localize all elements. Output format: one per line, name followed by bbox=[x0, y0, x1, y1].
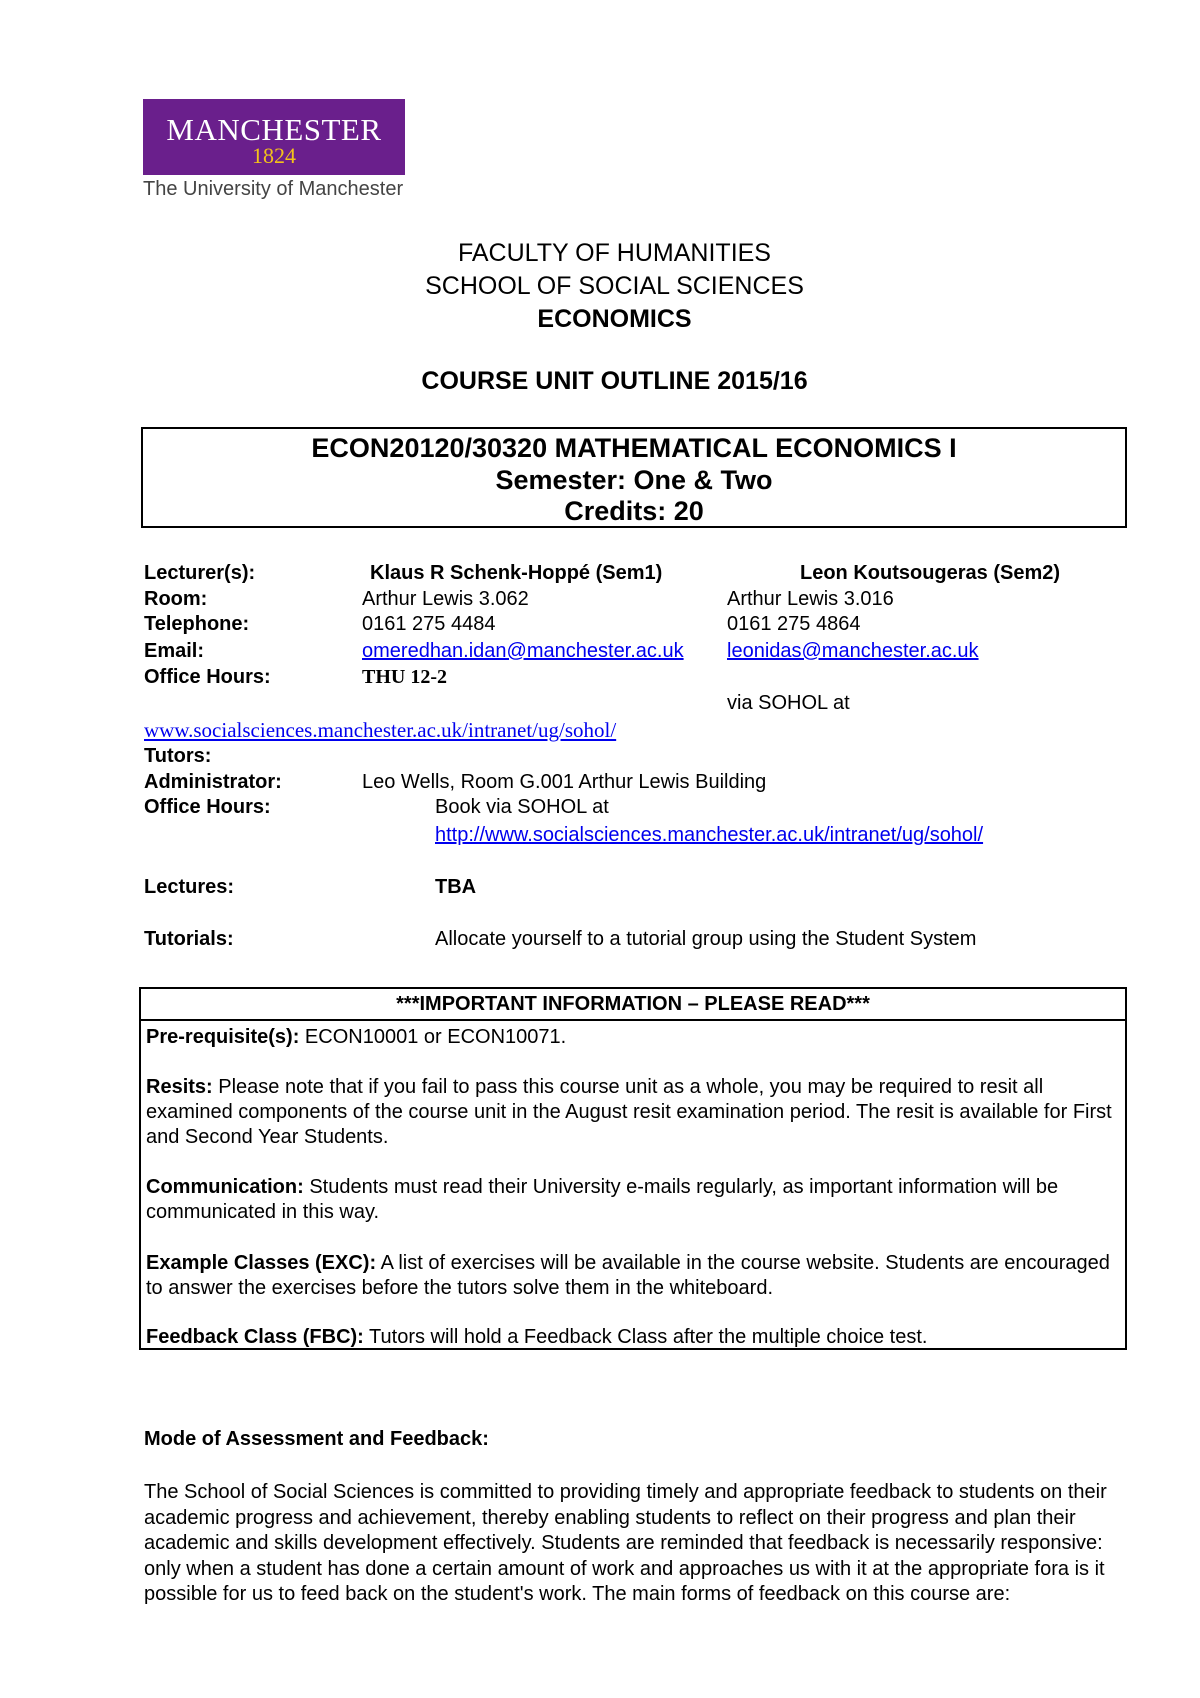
administrator-label: Administrator: bbox=[144, 771, 282, 793]
phone-2: 0161 275 4864 bbox=[727, 613, 861, 635]
email-link-1[interactable]: omeredhan.idan@manchester.ac.uk bbox=[362, 640, 684, 662]
prereq-paragraph bbox=[146, 1025, 1121, 1050]
administrator-value: Leo Wells, Room G.001 Arthur Lewis Building bbox=[362, 771, 767, 793]
admin-office-hours-value: Book via SOHOL at bbox=[435, 796, 609, 818]
telephone-label: Telephone: bbox=[144, 613, 250, 635]
lectures-value: TBA bbox=[435, 876, 477, 898]
lecturer-2: Leon Koutsougeras (Sem2) bbox=[800, 562, 1061, 584]
important-heading: ***IMPORTANT INFORMATION – PLEASE READ*** bbox=[141, 989, 1125, 1021]
example-classes-paragraph bbox=[146, 1251, 1121, 1301]
prereq-label: Pre-requisite(s): bbox=[146, 1026, 300, 1048]
room-2: Arthur Lewis 3.016 bbox=[727, 588, 894, 610]
tutors-label: Tutors: bbox=[144, 745, 212, 767]
communication-paragraph bbox=[146, 1175, 1121, 1225]
room-label: Room: bbox=[144, 588, 208, 610]
sohol-link[interactable]: www.socialsciences.manchester.ac.uk/intranet/ug/sohol/ bbox=[144, 718, 617, 742]
example-classes-text: A list of exercises will be available in the course website. Students are encouraged to answer the exercises before the tutors solve them in the whiteboard. bbox=[146, 1252, 1110, 1299]
university-logo bbox=[143, 99, 405, 175]
important-info-box bbox=[139, 987, 1127, 1350]
office-hours-2: via SOHOL at bbox=[727, 692, 850, 714]
communication-text: Students must read their University e-mails regularly, as important information will be communicated in this way. bbox=[146, 1176, 1059, 1223]
email-label: Email: bbox=[144, 640, 205, 662]
tutorials-label: Tutorials: bbox=[144, 928, 234, 950]
resits-paragraph bbox=[146, 1075, 1121, 1150]
lectures-label: Lectures: bbox=[144, 876, 235, 898]
outline-heading: COURSE UNIT OUTLINE 2015/16 bbox=[421, 367, 808, 395]
lecturers-label: Lecturer(s): bbox=[144, 562, 256, 584]
feedback-class-label: Feedback Class (FBC): bbox=[146, 1326, 364, 1348]
communication-label: Communication: bbox=[146, 1176, 304, 1198]
course-box bbox=[141, 427, 1127, 528]
example-classes-label: Example Classes (EXC): bbox=[146, 1252, 377, 1274]
admin-sohol-link[interactable]: http://www.socialsciences.manchester.ac.uk/intranet/ug/sohol/ bbox=[435, 824, 984, 846]
tutorials-value: Allocate yourself to a tutorial group using the Student System bbox=[435, 928, 977, 950]
admin-office-hours-label: Office Hours: bbox=[144, 796, 271, 818]
course-semester: Semester: One & Two bbox=[495, 465, 773, 495]
resits-label: Resits: bbox=[146, 1076, 213, 1098]
resits-text: Please note that if you fail to pass this course unit as a whole, you may be required to resit all examined components of the course unit in the August resit examination period. The resit is available for First and Second Year Students. bbox=[146, 1076, 1112, 1148]
logo-year: 1824 bbox=[252, 143, 296, 168]
course-title: ECON20120/30320 MATHEMATICAL ECONOMICS I bbox=[311, 433, 957, 463]
logo-name: MANCHESTER bbox=[166, 112, 382, 147]
office-hours-1: THU 12-2 bbox=[362, 666, 447, 688]
feedback-class-paragraph bbox=[146, 1325, 1121, 1350]
course-credits: Credits: 20 bbox=[564, 496, 704, 526]
school-heading: SCHOOL OF SOCIAL SCIENCES bbox=[425, 272, 804, 300]
prereq-text: ECON10001 or ECON10071. bbox=[299, 1026, 567, 1048]
lecturer-1: Klaus R Schenk-Hoppé (Sem1) bbox=[370, 562, 663, 584]
faculty-heading: FACULTY OF HUMANITIES bbox=[457, 239, 771, 267]
feedback-class-text: Tutors will hold a Feedback Class after the multiple choice test. bbox=[363, 1326, 928, 1348]
logo-university: The University of Manchester bbox=[143, 178, 404, 200]
assessment-heading: Mode of Assessment and Feedback: bbox=[144, 1428, 489, 1450]
office-hours-label: Office Hours: bbox=[144, 666, 271, 688]
phone-1: 0161 275 4484 bbox=[362, 613, 496, 635]
department-heading: ECONOMICS bbox=[537, 305, 692, 333]
assessment-paragraph: The School of Social Sciences is committed to providing timely and appropriate feedback to students on their academic progress and achievement, thereby enabling students to reflect on their progress and plan their academic and skills development effectively. Students are reminded that feedback is necessarily responsive: only when a student has done a certain amount of work and approaches us with it at the appropriate fora is it possible for us to feed back on the student's work. The main forms of feedback on this course are: bbox=[144, 1481, 1107, 1605]
email-link-2[interactable]: leonidas@manchester.ac.uk bbox=[727, 640, 979, 662]
room-1: Arthur Lewis 3.062 bbox=[362, 588, 529, 610]
